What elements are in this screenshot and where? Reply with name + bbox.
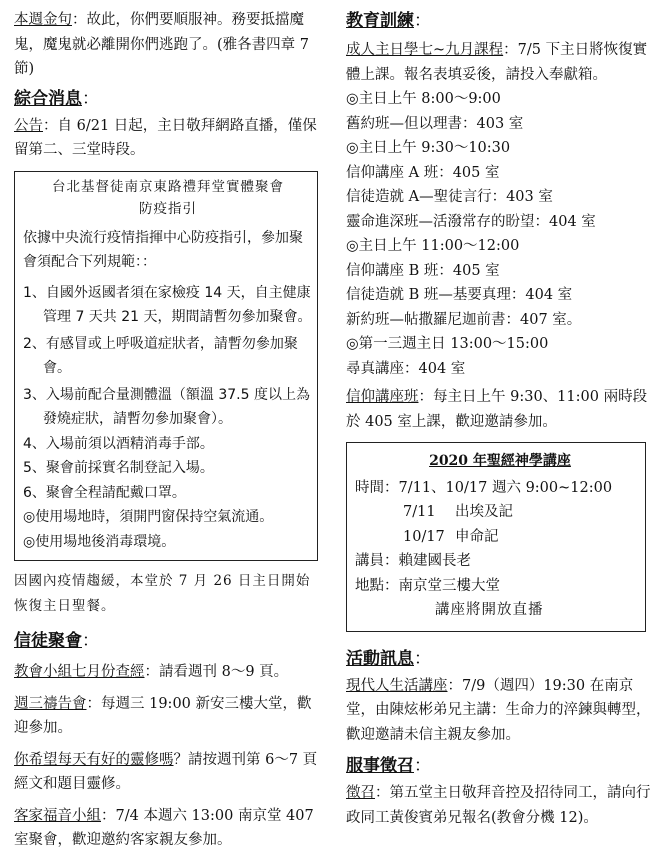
course-paragraph xyxy=(346,38,652,87)
schedule-line: 靈命進深班—活潑常存的盼望：404 室 xyxy=(346,213,596,230)
lecture-box xyxy=(346,442,646,632)
guideline-intro: 依據中央流行疫情指揮中心防疫指引，參加聚會須配合下列規範：： xyxy=(23,229,303,270)
verse-label: 本週金句 xyxy=(14,12,72,28)
schedule-line: 舊約班—但以理書：403 室 xyxy=(346,115,524,132)
meal-notice: 因國內疫情趨緩，本堂於 7 月 26 日主日開始恢復主日聖餐。 xyxy=(14,573,311,614)
lecture-place: 地點：南京堂三樓大堂 xyxy=(355,577,500,594)
guideline-rule: 1、自國外返國者須在家檢疫 14 天，自主健康管理 7 天共 21 天，期間請暫勿參加聚會。 xyxy=(23,284,312,325)
faith-class-paragraph xyxy=(346,385,652,434)
activities-heading: 活動訊息： xyxy=(346,648,431,669)
verse-text: ：故此，你們要順服神。務要抵擋魔鬼，魔鬼就必離開你們逃跑了。(雅各書四章 7 節) xyxy=(14,12,309,77)
schedule-line: 信仰講座 B 班：405 室 xyxy=(346,262,500,279)
activities-label: 現代人生活講座 xyxy=(346,677,448,694)
schedule-line: 尋真講座：404 室 xyxy=(346,360,466,377)
lecture-livestream: 講座將開放直播 xyxy=(435,602,544,618)
schedule-line: 信徒造就 A—聖徒言行：403 室 xyxy=(346,189,553,205)
recruit-heading: 服事徵召： xyxy=(346,756,431,776)
schedule-line: ◎主日上午 9:30～10:30 xyxy=(346,140,511,156)
lecture-speaker: 講員：賴建國長老 xyxy=(355,553,471,569)
notice-label: 公告 xyxy=(14,117,43,134)
recruit-text: ：第五堂主日敬拜音控及招待同工，請向行政同工黃俊賓弟兄報名(教會分機 12)。 xyxy=(346,785,651,826)
guideline-rule: 3、入場前配合量測體溫（額溫 37.5 度以上為發燒症狀，請暫勿參加聚會）。 xyxy=(23,386,310,427)
guideline-title: 台北基督徒南京東路禮拜堂實體聚會 xyxy=(52,178,284,195)
education-heading: 教育訓練： xyxy=(346,11,431,31)
lecture-session: 7/11 出埃及記 xyxy=(403,504,513,520)
fellowship-heading: 信徒聚會： xyxy=(14,631,99,651)
guideline-rule: 2、有感冒或上呼吸道症狀者，請暫勿參加聚會。 xyxy=(23,335,298,376)
faith-class-label: 信仰講座班 xyxy=(346,389,419,405)
guideline-rule: 4、入場前須以酒精消毒手部。 xyxy=(23,435,214,452)
guideline-note: ◎使用場地後消毒環境。 xyxy=(23,533,176,550)
notice-text: ：自 6/21 日起，主日敬拜網路直播，僅保留第二、三堂時段。 xyxy=(14,117,317,158)
schedule-line: ◎主日上午 11:00～12:00 xyxy=(346,238,520,254)
fellowship-item: 教會小組七月份查經：請看週刊 8～9 頁。 xyxy=(14,664,289,680)
guideline-rules xyxy=(23,281,313,555)
guideline-note: ◎使用場地時，須開門窗保持空氣流通。 xyxy=(23,509,274,525)
guideline-rule: 6、聚會全程請配戴口罩。 xyxy=(23,484,186,501)
schedule-line: 新約班—帖撒羅尼迦前書：407 室。 xyxy=(346,311,582,328)
lecture-session: 10/17 申命記 xyxy=(403,528,499,545)
faith-class-text: ：每主日上午 9:30、11:00 兩時段於 405 室上課，歡迎邀請參加。 xyxy=(346,389,648,430)
fellowship-item: 客家福音小組：7/4 本週六 13:00 南京堂 407 室聚會，歡迎邀約客家親友參加。 xyxy=(14,807,314,848)
lecture-time: 時間：7/11、10/17 週六 9:00~12:00 xyxy=(355,479,613,496)
recruit-label: 徵召 xyxy=(346,785,375,801)
left-column xyxy=(14,0,322,853)
activities-text: ：7/9（週四）19:30 在南京堂，由陳炫彬弟兄主講：生命力的淬鍊與轉型，歡迎邀請未信主親友參加。 xyxy=(346,677,651,743)
fellowship-item: 週三禱告會：每週三 19:00 新安三樓大堂，歡迎參加。 xyxy=(14,695,312,736)
recruit-paragraph xyxy=(346,781,652,830)
covid-guideline-box xyxy=(14,171,318,562)
schedule-line: ◎第一三週主日 13:00～15:00 xyxy=(346,336,549,352)
activities-paragraph xyxy=(346,674,652,748)
guideline-rule: 5、聚會前採實名制登記入場。 xyxy=(23,460,214,476)
course-text: ：7/5 下主日將恢復實體上課。報名表填妥後，請投入奉獻箱。 xyxy=(346,42,648,83)
verse-paragraph xyxy=(14,8,322,82)
course-schedule xyxy=(346,87,652,381)
right-column xyxy=(346,0,652,830)
fellowship-item: 你希望每天有好的靈修嗎？請按週刊第 6～7 頁經文和題目靈修。 xyxy=(14,751,318,792)
schedule-line: 信仰講座 A 班：405 室 xyxy=(346,164,500,181)
notice-paragraph xyxy=(14,114,322,163)
schedule-line: ◎主日上午 8:00～9:00 xyxy=(346,91,501,107)
course-label: 成人主日學七~九月課程 xyxy=(346,42,504,58)
lecture-title: 2020 年聖經神學講座 xyxy=(429,453,571,469)
schedule-line: 信徒造就 B 班—基要真理：404 室 xyxy=(346,287,573,303)
guideline-subtitle: 防疫指引 xyxy=(139,200,197,217)
news-heading: 綜合消息： xyxy=(14,88,99,109)
